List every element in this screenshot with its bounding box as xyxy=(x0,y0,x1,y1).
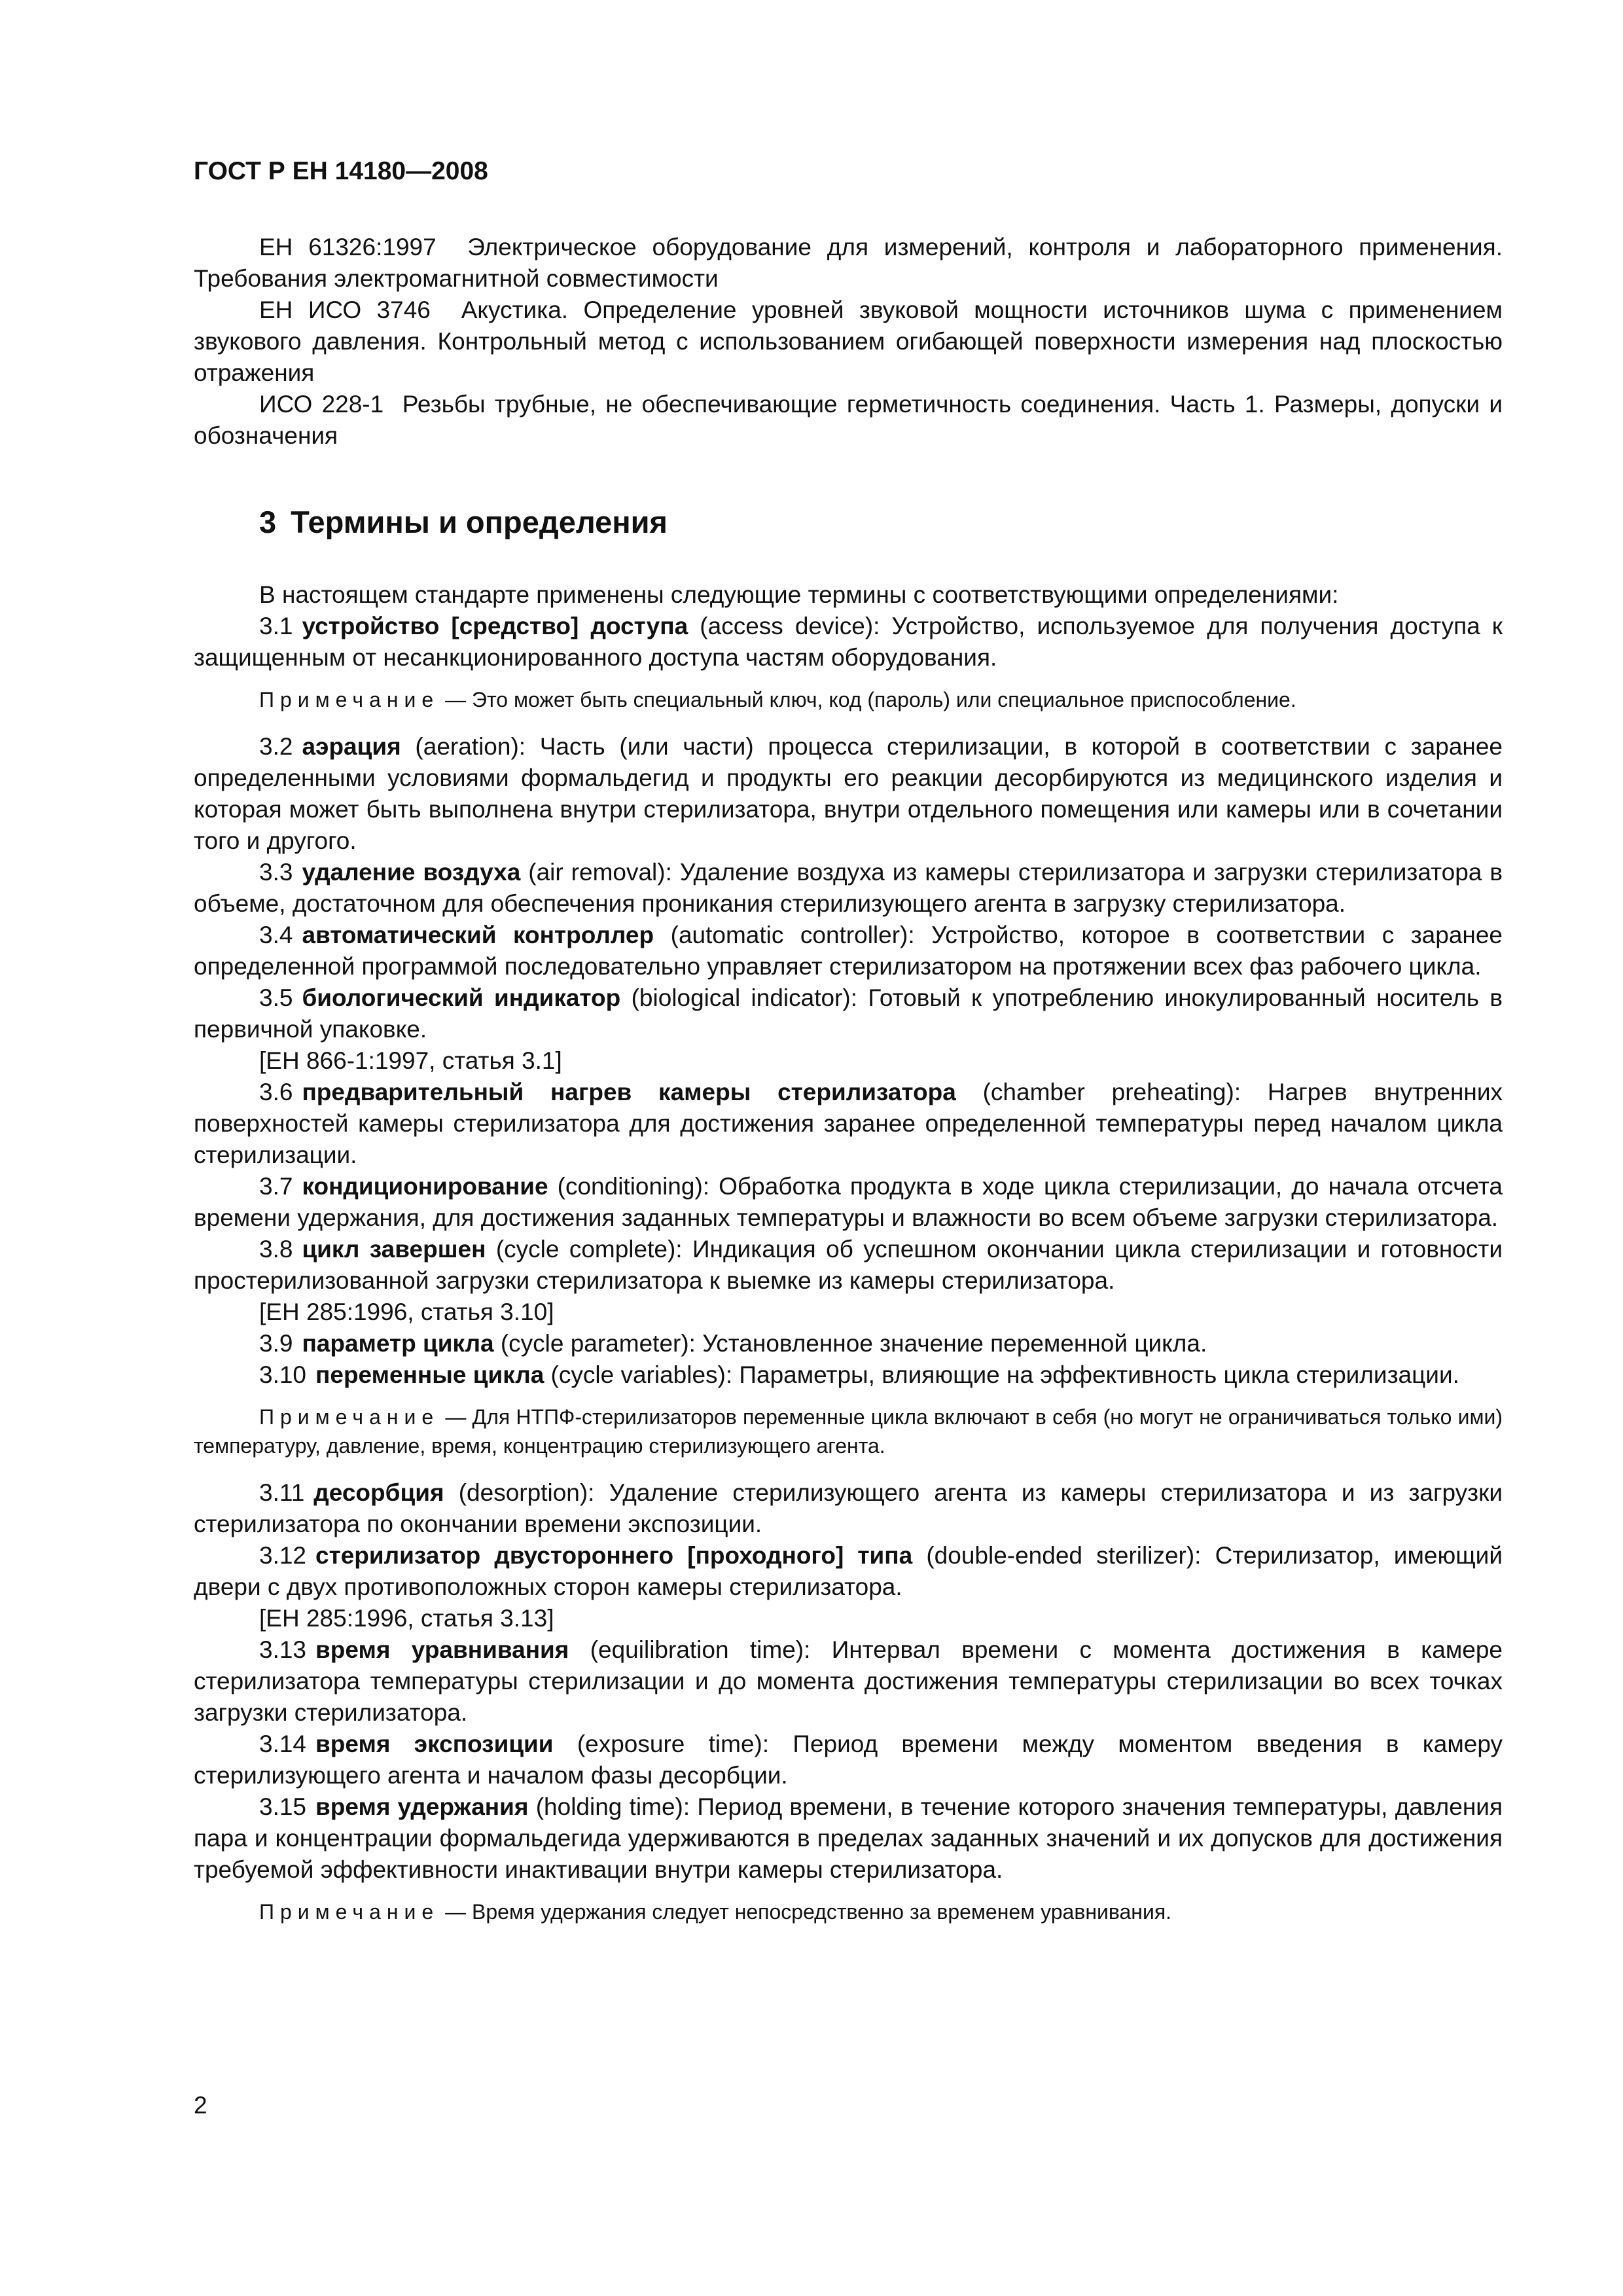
term-definition xyxy=(194,1791,1503,1886)
term-definition xyxy=(194,731,1503,857)
section-heading xyxy=(259,504,1503,540)
reference-title: Акустика. Определение уровней звуковой мощности источников шума с применением звукового давления. Контрольный метод с использованием огибающей поверхности измерения над плоскостью отражения xyxy=(194,296,1503,386)
term-number: 3.2 xyxy=(259,733,293,760)
reference-item xyxy=(194,389,1503,452)
term-definition xyxy=(194,1634,1503,1729)
term-text: Удаление воздуха из камеры стерилизатора и загрузки стерилизатора в объеме, достаточном для обеспечения проникания стерилизующего агента в загрузку стерилизатора. xyxy=(194,859,1503,917)
term-name: предварительный нагрев камеры стерилизатора xyxy=(302,1079,956,1105)
section-title: Термины и определения xyxy=(291,505,668,539)
term-text: Индикация об успешном окончании цикла стерилизации и готовности простерилизованной загрузки стерилизатора к выемке из камеры стерилизатора. xyxy=(194,1236,1503,1294)
reference-item xyxy=(194,232,1503,295)
term-definition xyxy=(194,1359,1503,1391)
note-text: — Для НТПФ-стерилизаторов переменные цикла включают в себя (но могут не ограничиваться только ими) температуру, давление, время, концентрацию стерилизующего агента. xyxy=(194,1405,1503,1458)
term-text: Стерилизатор, имеющий двери с двух противоположных сторон камеры стерилизатора. xyxy=(194,1542,1503,1600)
reference-code: ИСО 228-1 xyxy=(259,391,384,418)
term-definition xyxy=(194,1540,1503,1603)
term-name: устройство [средство] доступа xyxy=(302,613,688,639)
term-number: 3.15 xyxy=(259,1793,307,1820)
term-number: 3.7 xyxy=(259,1173,293,1200)
term-number: 3.6 xyxy=(259,1079,293,1105)
term-number: 3.9 xyxy=(259,1330,293,1357)
term-name: стерилизатор двустороннего [проходного] типа xyxy=(315,1542,913,1569)
term-definition xyxy=(194,1077,1503,1171)
term-source: [ЕН 866-1:1997, статья 3.1] xyxy=(259,1047,562,1074)
term-name: время экспозиции xyxy=(315,1731,554,1757)
term-english: (exposure time): xyxy=(553,1731,793,1757)
term-source: [ЕН 285:1996, статья 3.13] xyxy=(259,1605,554,1632)
term-note xyxy=(194,1403,1503,1460)
document-code-header: ГОСТ Р ЕН 14180—2008 xyxy=(194,157,488,185)
note-label: Примечание xyxy=(259,1900,440,1924)
term-number: 3.4 xyxy=(259,922,293,948)
term-text: Удаление стерилизующего агента из камеры стерилизатора и из загрузки стерилизатора по окончании времени экспозиции. xyxy=(194,1479,1503,1537)
term-number: 3.5 xyxy=(259,984,293,1011)
term-english: (aeration): xyxy=(401,733,540,760)
term-english: (conditioning): xyxy=(548,1173,719,1200)
term-english: (holding time): xyxy=(528,1793,698,1820)
term-text: Период времени между моментом введения в камеру стерилизующего агента и началом фазы десорбции. xyxy=(194,1731,1503,1789)
term-name: цикл завершен xyxy=(302,1236,486,1263)
note-text: — Это может быть специальный ключ, код (пароль) или специальное приспособление. xyxy=(445,688,1296,711)
term-definition xyxy=(194,1729,1503,1791)
term-english: (cycle complete): xyxy=(486,1236,692,1263)
reference-title: Резьбы трубные, не обеспечивающие герметичность соединения. Часть 1. Размеры, допуски и обозначения xyxy=(194,391,1503,449)
term-name: время удержания xyxy=(315,1793,529,1820)
term-english: (desorption): xyxy=(444,1479,609,1506)
term-definition xyxy=(194,1234,1503,1297)
term-text: Период времени, в течение которого значения температуры, давления пара и концентрации формальдегида удерживаются в пределах заданных значений и их допусков для достижения требуемой эффективности инактивации внутри камеры стерилизатора. xyxy=(194,1793,1503,1883)
reference-code: ЕН 61326:1997 xyxy=(259,234,437,260)
term-text: Готовый к употреблению инокулированный носитель в первичной упаковке. xyxy=(194,984,1503,1043)
term-name: биологический индикатор xyxy=(302,984,621,1011)
term-source: [ЕН 285:1996, статья 3.10] xyxy=(259,1299,554,1325)
term-definition xyxy=(194,920,1503,982)
term-number: 3.13 xyxy=(259,1636,307,1663)
term-definition xyxy=(194,982,1503,1045)
term-name: переменные цикла xyxy=(315,1361,544,1388)
document-page xyxy=(194,157,1503,1943)
reference-item xyxy=(194,295,1503,389)
term-number: 3.8 xyxy=(259,1236,293,1263)
note-text: — Время удержания следует непосредственно за временем уравнивания. xyxy=(445,1900,1172,1924)
term-name: удаление воздуха xyxy=(302,859,521,886)
section-number: 3 xyxy=(259,505,277,539)
term-number: 3.3 xyxy=(259,859,293,886)
reference-title: Электрическое оборудование для измерений, контроля и лабораторного применения. Требования электромагнитной совместимости xyxy=(194,234,1503,292)
term-english: (equilibration time): xyxy=(569,1636,832,1663)
term-definition xyxy=(194,1171,1503,1234)
terms-list xyxy=(194,579,1503,1926)
note-label: Примечание xyxy=(259,688,440,711)
term-definition xyxy=(194,1328,1503,1359)
term-text: Нагрев внутренних поверхностей камеры стерилизатора для достижения заранее определенной температуры перед началом цикла стерилизации. xyxy=(194,1079,1503,1168)
term-text: Параметры, влияющие на эффективность цикла стерилизации. xyxy=(739,1361,1459,1388)
term-number: 3.10 xyxy=(259,1361,307,1388)
term-number: 3.1 xyxy=(259,613,293,639)
term-english: (chamber preheating): xyxy=(955,1079,1268,1105)
term-number: 3.14 xyxy=(259,1731,307,1757)
term-english: (double-ended sterilizer): xyxy=(912,1542,1215,1569)
term-definition xyxy=(194,611,1503,673)
term-english: (air removal): xyxy=(520,859,680,886)
normative-references xyxy=(194,232,1503,452)
term-definition xyxy=(194,857,1503,920)
term-definition xyxy=(194,1477,1503,1540)
term-number: 3.11 xyxy=(259,1479,305,1506)
term-text: Часть (или части) процесса стерилизации, в которой в соответствии с заранее определенными условиями формальдегид и продукты его реакции десорбируются из медицинского изделия и которая может быть выполнена внутри стерилизатора, внутри отдельного помещения или камеры или в сочетании того и другого. xyxy=(194,733,1503,854)
term-english: (cycle parameter): xyxy=(493,1330,703,1357)
term-english: (access device): xyxy=(688,613,892,639)
term-text: Устройство, которое в соответствии с заранее определенной программой последовательно управляет стерилизатором на протяжении всех фаз рабочего цикла. xyxy=(194,922,1503,980)
term-english: (cycle variables): xyxy=(544,1361,740,1388)
term-number: 3.12 xyxy=(259,1542,307,1569)
term-name: аэрация xyxy=(302,733,401,760)
term-name: время уравнивания xyxy=(315,1636,569,1663)
intro-paragraph: В настоящем стандарте применены следующие термины с соответствующими определениями: xyxy=(259,581,1339,608)
reference-code: ЕН ИСО 3746 xyxy=(259,296,431,323)
term-name: кондиционирование xyxy=(302,1173,548,1200)
term-name: автоматический контроллер xyxy=(302,922,654,948)
term-text: Обработка продукта в ходе цикла стерилизации, до начала отсчета времени удержания, для достижения заданных температуры и влажности во всем объеме загрузки стерилизатора. xyxy=(194,1173,1503,1231)
page-number: 2 xyxy=(194,2092,207,2119)
term-note xyxy=(194,685,1503,714)
term-english: (biological indicator): xyxy=(620,984,868,1011)
term-note xyxy=(194,1897,1503,1926)
term-text: Интервал времени с момента достижения в камере стерилизатора температуры стерилизации и до момента достижения температуры стерилизации во всех точках загрузки стерилизатора. xyxy=(194,1636,1503,1726)
term-name: параметр цикла xyxy=(302,1330,494,1357)
term-name: десорбция xyxy=(313,1479,444,1506)
note-label: Примечание xyxy=(259,1405,440,1429)
term-english: (automatic controller): xyxy=(654,922,932,948)
term-text: Установленное значение переменной цикла. xyxy=(702,1330,1207,1357)
term-text: Устройство, используемое для получения доступа к защищенным от несанкционированного доступа частям оборудования. xyxy=(194,613,1503,671)
